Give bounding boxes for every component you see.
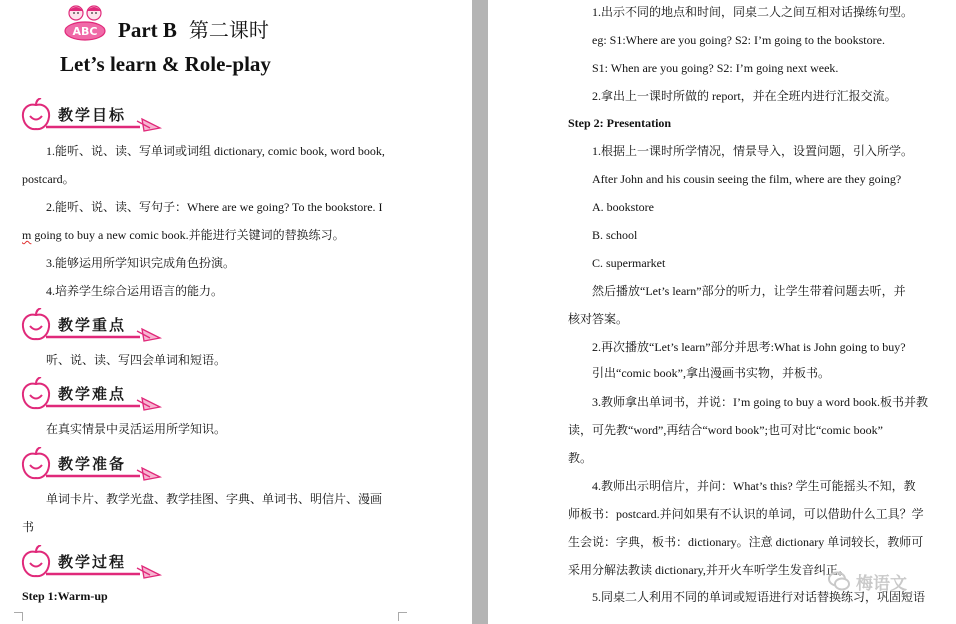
section-banner-prep [20, 447, 166, 481]
watermark [828, 566, 907, 596]
section-banner-goals [20, 98, 166, 132]
lesson-title-en: Part B [118, 18, 177, 42]
lesson-subtitle: Let’s learn & Role-play [60, 52, 271, 76]
prep-line: 书 [22, 520, 35, 534]
option-line: C. supermarket [592, 256, 666, 270]
section-banner-key [20, 308, 166, 342]
lesson-title-cn: 第二课时 [188, 18, 269, 42]
body-line: 5.同桌二人利用不同的单词或短语进行对话替换练习，巩固短语 [592, 590, 926, 604]
body-line: 2.再次播放“Let’s learn”部分并思考:What is John going to buy? [592, 340, 906, 354]
goal-line [22, 227, 345, 243]
goal-line: 3.能够运用所学知识完成角色扮演。 [46, 256, 236, 270]
body-line: After John and his cousin seeing the film, where are they going? [592, 172, 902, 186]
kids-logo-icon [60, 4, 110, 42]
body-line: 然后播放“Let’s learn”部分的听力，让学生带着问题去听，并 [592, 284, 906, 298]
section-heading: 教学目标 [58, 106, 127, 124]
goal-line-text: going to buy a new comic book.并能进行关键词的替换练习。 [31, 228, 345, 242]
goal-line: 1.能听、说、读、写单词或词组 dictionary, comic book, word book, [46, 144, 385, 158]
body-line: eg: S1:Where are you going? S2: I’m going to the bookstore. [592, 33, 885, 47]
goal-line: 4.培养学生综合运用语言的能力。 [46, 284, 224, 298]
key-point-text: 听、说、读、写四会单词和短语。 [46, 353, 227, 367]
wechat-logo-icon [828, 570, 850, 592]
prep-line: 单词卡片、教学光盘、教学挂图、字典、单词书、明信片、漫画 [46, 492, 383, 506]
step-heading: Step 1:Warm-up [22, 589, 108, 603]
body-line: 引出“comic book”,拿出漫画书实物，并板书。 [592, 366, 830, 380]
body-line: 采用分解法教读 dictionary,并开火车听学生发音纠正。 [568, 563, 850, 577]
lesson-title [118, 14, 269, 43]
page-corner-mark [398, 612, 407, 621]
section-heading: 教学过程 [58, 553, 127, 571]
body-line: 1.出示不同的地点和时间，同桌二人之间互相对话操练句型。 [592, 5, 914, 19]
body-line: 4.教师出示明信片，并问：What’s this? 学生可能摇头不知，教 [592, 479, 916, 493]
section-banner-process [20, 545, 166, 579]
section-heading: 教学准备 [58, 455, 127, 473]
section-banner-difficulty [20, 377, 166, 411]
body-line: 教。 [568, 451, 593, 465]
body-line: 1.根据上一课时所学情况，情景导入，设置问题，引入所学。 [592, 144, 914, 158]
section-heading: 教学难点 [58, 385, 127, 403]
option-line: B. school [592, 228, 638, 242]
option-line: A. bookstore [592, 200, 654, 214]
logo-text: ABC [72, 25, 98, 38]
body-line: 核对答案。 [568, 312, 629, 326]
body-line: 3.教师拿出单词书，并说：I’m going to buy a word book.板书并教 [592, 395, 928, 409]
body-line: 2.拿出上一课时所做的 report，并在全班内进行汇报交流。 [592, 89, 897, 103]
body-line: 师板书：postcard.并问如果有不认识的单词，可以借助什么工具？学 [568, 507, 924, 521]
document-page-right [488, 0, 956, 624]
document-page-left [0, 0, 472, 624]
body-line: 生会说：字典，板书：dictionary。注意 dictionary 单词较长，教师可 [568, 535, 924, 549]
page-corner-mark [14, 612, 23, 621]
goal-line: 2.能听、说、读、写句子：Where are we going? To the bookstore. I [46, 200, 383, 214]
section-heading: 教学重点 [58, 316, 127, 334]
spelling-error-mark: m [22, 228, 32, 242]
watermark-text: 梅语文 [856, 573, 907, 594]
step-heading: Step 2: Presentation [568, 116, 672, 130]
body-line: S1: When are you going? S2: I’m going next week. [592, 61, 839, 75]
page-gutter [472, 0, 488, 624]
difficulty-text: 在真实情景中灵活运用所学知识。 [46, 422, 227, 436]
body-line: 读，可先教“word”,再结合“word book”;也可对比“comic book” [568, 423, 883, 437]
goal-line: postcard。 [22, 172, 75, 186]
